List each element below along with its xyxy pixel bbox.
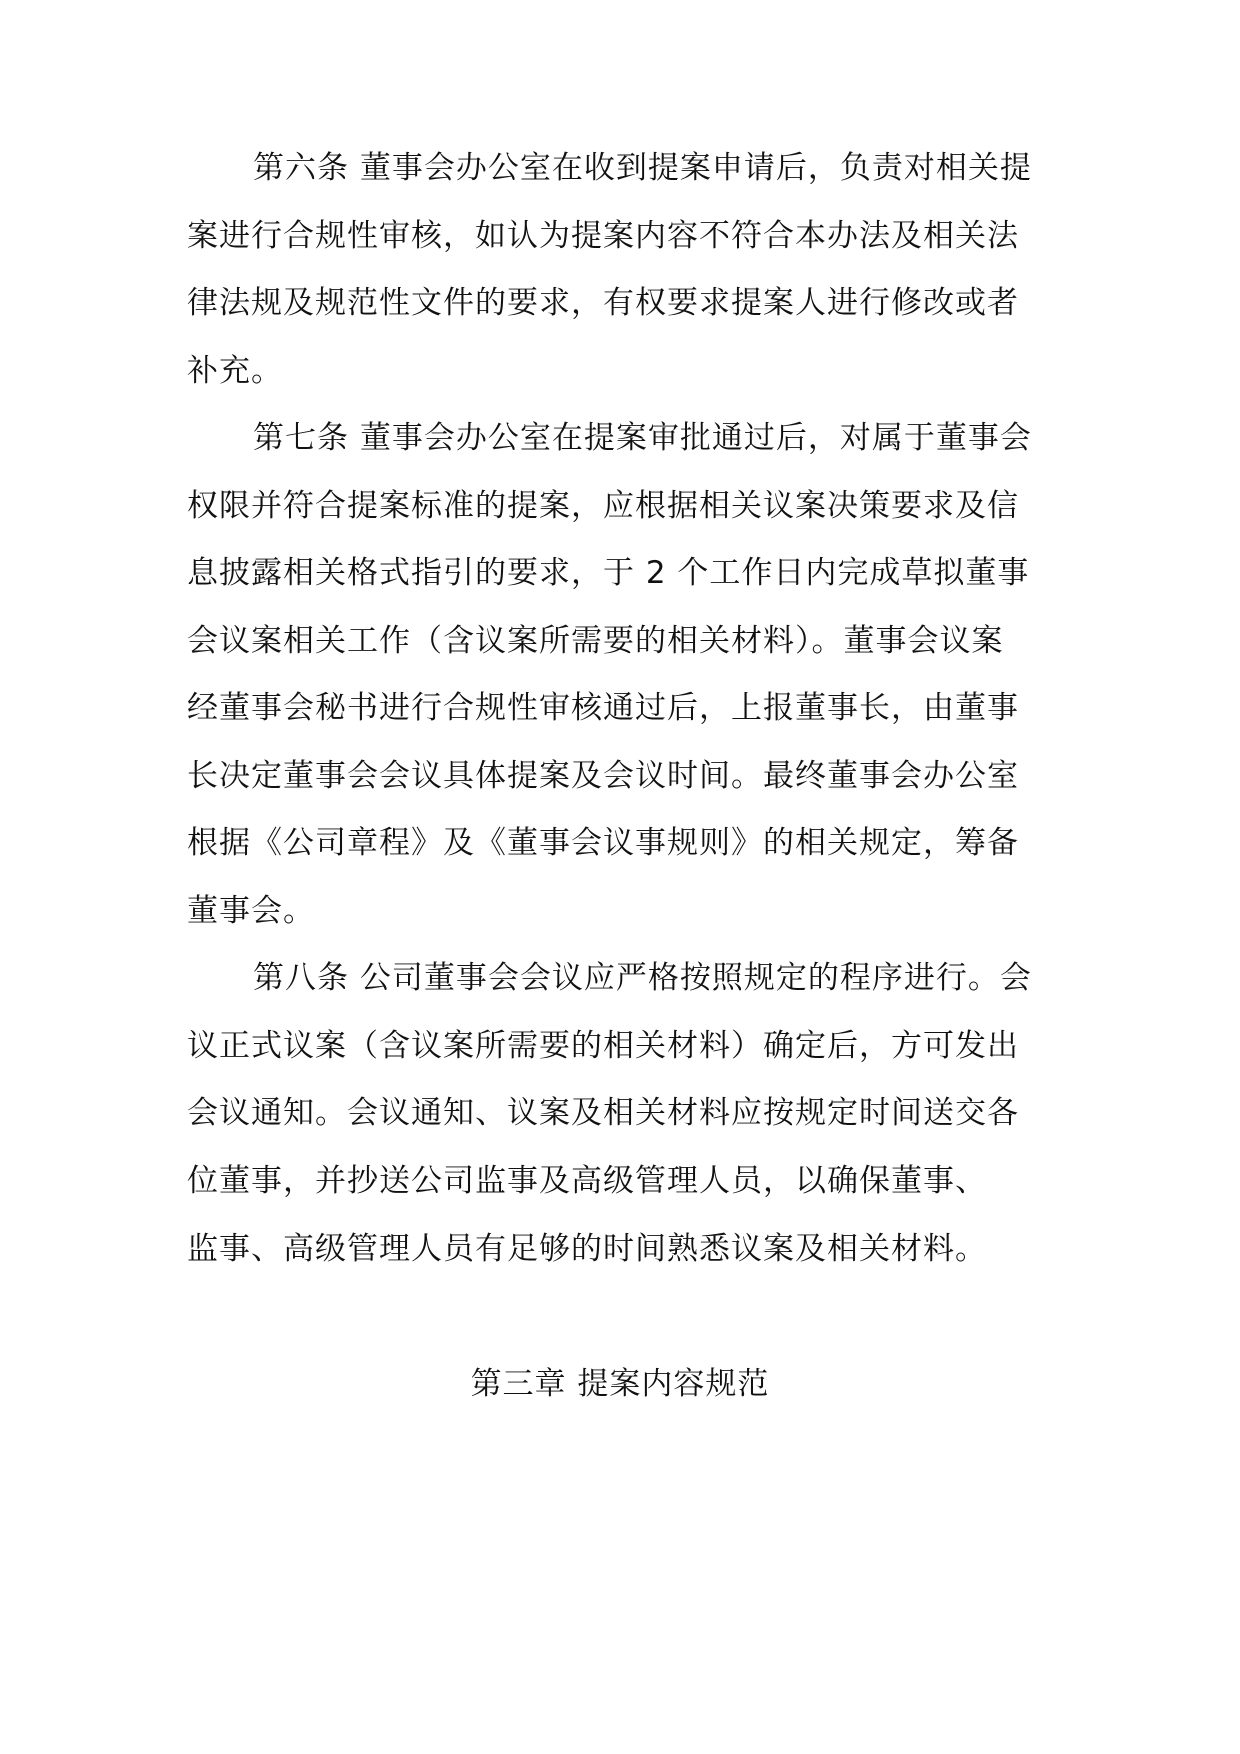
article-7-line-7: 根据《公司章程》及《董事会议事规则》的相关规定，筹备	[187, 825, 1019, 861]
article-6-line-3: 律法规及规范性文件的要求，有权要求提案人进行修改或者	[187, 285, 1019, 321]
article-7-line-5: 经董事会秘书进行合规性审核通过后，上报董事长，由董事	[187, 690, 1019, 726]
article-8-line-1: 第八条 公司董事会会议应严格按照规定的程序进行。会	[253, 960, 1032, 996]
article-6-line-2: 案进行合规性审核，如认为提案内容不符合本办法及相关法	[187, 218, 1019, 254]
article-7-line-2: 权限并符合提案标准的提案，应根据相关议案决策要求及信	[187, 488, 1019, 524]
chapter-3-heading: 第三章 提案内容规范	[470, 1366, 770, 1402]
article-7-line-4: 会议案相关工作（含议案所需要的相关材料）。董事会议案	[187, 623, 1004, 659]
article-6-line-4: 补充。	[187, 353, 283, 389]
article-8-line-3: 会议通知。会议通知、议案及相关材料应按规定时间送交各	[187, 1095, 1019, 1131]
article-7-line-3: 息披露相关格式指引的要求，于 2 个工作日内完成草拟董事	[187, 555, 1030, 591]
article-8-line-5: 监事、高级管理人员有足够的时间熟悉议案及相关材料。	[187, 1231, 987, 1267]
article-7-line-8: 董事会。	[187, 893, 315, 929]
article-8-line-4: 位董事，并抄送公司监事及高级管理人员，以确保董事、	[187, 1163, 987, 1199]
article-8-line-2: 议正式议案（含议案所需要的相关材料）确定后，方可发出	[187, 1028, 1019, 1064]
article-7-line-1: 第七条 董事会办公室在提案审批通过后，对属于董事会	[253, 420, 1032, 456]
article-6-line-1: 第六条 董事会办公室在收到提案申请后，负责对相关提	[253, 150, 1032, 186]
article-7-line-6: 长决定董事会会议具体提案及会议时间。最终董事会办公室	[187, 758, 1019, 794]
